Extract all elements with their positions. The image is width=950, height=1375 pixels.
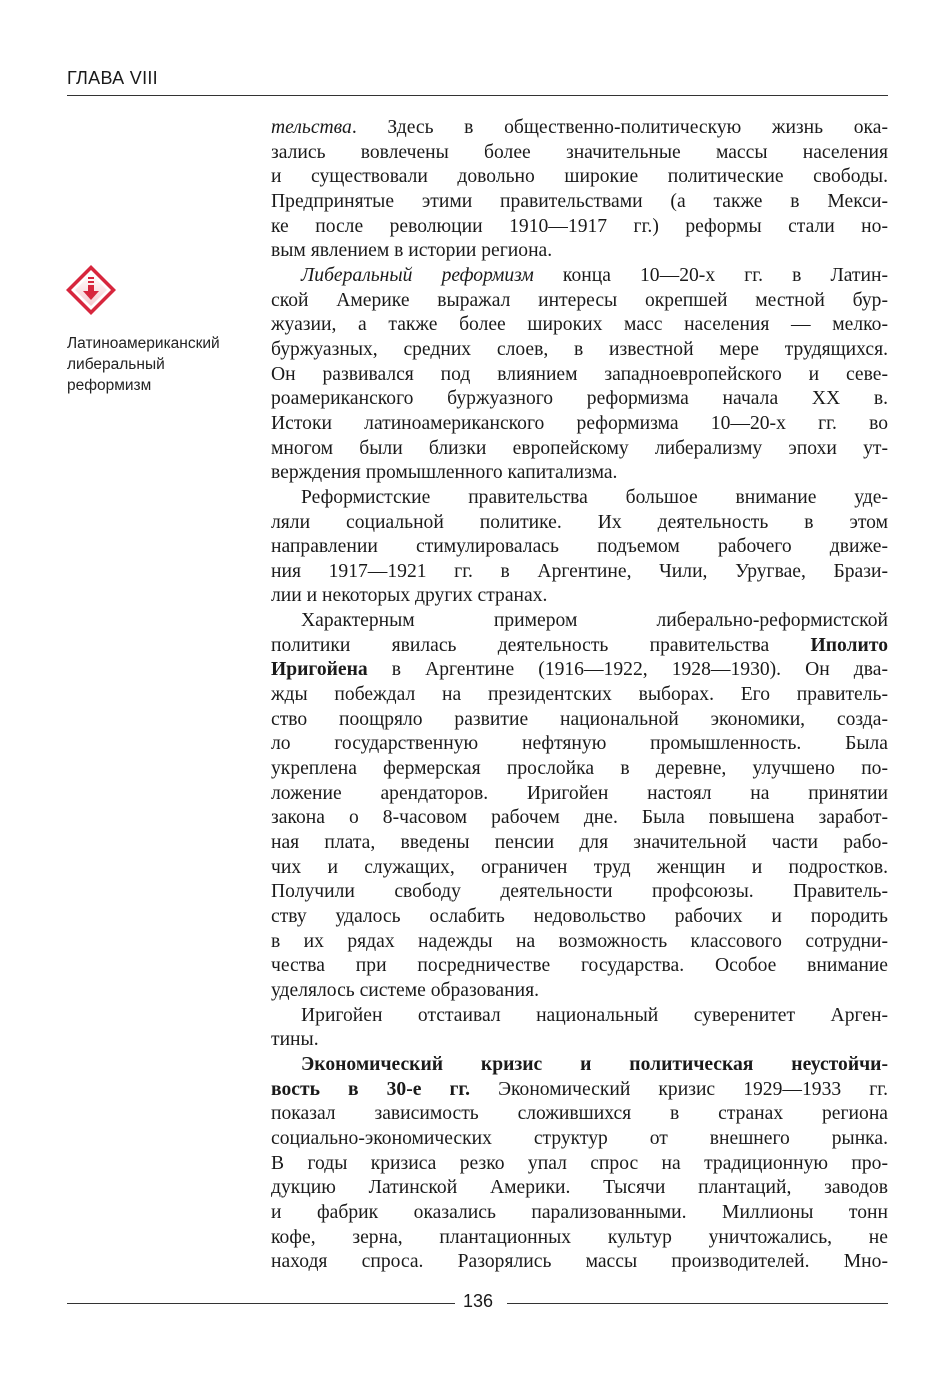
page-number: 136 bbox=[463, 1291, 494, 1311]
text-segment: ния 1917—1921 гг. в Аргентине, Чили, Уругвае, Брази- bbox=[271, 560, 888, 582]
text-segment: кофе, зерна, плантационных культур уничтожались, не bbox=[271, 1226, 888, 1248]
text-segment: конца 10—20-х гг. в Латин- bbox=[533, 264, 888, 286]
text-line bbox=[271, 239, 888, 264]
text-line bbox=[271, 313, 888, 338]
margin-note-line: реформизм bbox=[67, 377, 152, 394]
text-segment: находя спроса. Разорялись массы производителей. Мно- bbox=[271, 1251, 888, 1273]
text-line bbox=[271, 683, 888, 708]
text-line bbox=[271, 782, 888, 807]
text-segment: политики явилась деятельность правительства bbox=[271, 634, 811, 656]
text-line bbox=[271, 806, 888, 831]
text-segment: Он развивался под влиянием западноевропейского и севе- bbox=[271, 363, 888, 385]
text-line bbox=[271, 584, 888, 609]
text-line bbox=[271, 141, 888, 166]
text-line bbox=[271, 831, 888, 856]
text-line bbox=[271, 560, 888, 585]
text-line bbox=[271, 708, 888, 733]
text-line bbox=[271, 289, 888, 314]
text-segment: чих и служащих, ограничен труд женщин и подростков. bbox=[271, 856, 888, 878]
text-segment: ство поощряло развитие национальной экономики, созда- bbox=[271, 708, 888, 730]
text-segment: многом были близки европейскому либерализму эпохи ут- bbox=[271, 437, 888, 459]
margin-note-line: Латиноамериканский bbox=[67, 335, 220, 352]
text-line bbox=[271, 1053, 888, 1078]
text-line bbox=[271, 338, 888, 363]
text-line bbox=[271, 437, 888, 462]
text-line bbox=[271, 190, 888, 215]
text-line bbox=[271, 757, 888, 782]
text-segment: ложение арендаторов. Иригойен настоял на принятии bbox=[271, 782, 888, 804]
text-line bbox=[271, 979, 888, 1004]
text-line bbox=[271, 634, 888, 659]
italic-term: Либеральный реформизм bbox=[301, 264, 534, 286]
text-segment: В годы кризиса резко упал спрос на традиционную про- bbox=[271, 1152, 888, 1174]
italic-term: тельства bbox=[271, 117, 352, 138]
text-line bbox=[271, 930, 888, 955]
text-line bbox=[271, 387, 888, 412]
text-segment: роамериканского буржуазного реформизма начала XX в. bbox=[271, 388, 888, 410]
text-segment: Предпринятые этими правительствами (а также в Мекси- bbox=[271, 190, 888, 212]
text-segment: социально-экономических структур от внешнего рынка. bbox=[271, 1127, 888, 1149]
text-segment: лии и некоторых других странах. bbox=[271, 585, 548, 607]
text-segment: ная плата, введены пенсии для значительной части рабо- bbox=[271, 832, 888, 854]
text-segment: Реформистские правительства большое внимание уде- bbox=[301, 486, 888, 508]
text-line bbox=[271, 511, 888, 536]
text-line bbox=[271, 856, 888, 881]
text-segment: ляли социальной политике. Их деятельность в этом bbox=[271, 511, 888, 533]
text-line bbox=[271, 1028, 888, 1053]
text-line bbox=[271, 1176, 888, 1201]
text-segment: Иригойен отстаивал национальный суверенитет Арген- bbox=[301, 1004, 888, 1026]
text-segment: укреплена фермерская прослойка в деревне, улучшено по- bbox=[271, 758, 888, 780]
text-line bbox=[271, 461, 888, 486]
text-line bbox=[271, 905, 888, 930]
text-line bbox=[271, 1250, 888, 1275]
footer-rule-left bbox=[67, 1303, 455, 1304]
text-segment: в Аргентине (1916—1922, 1928—1930). Он два- bbox=[367, 659, 888, 681]
bold-text: вость в 30-е гг. bbox=[271, 1078, 470, 1100]
text-segment: ской Америке выражал интересы окрепшей местной бур- bbox=[271, 289, 888, 311]
text-segment: в их рядах надежды на возможность классового сотрудни- bbox=[271, 930, 888, 952]
footer-rule-right bbox=[507, 1303, 888, 1304]
text-line bbox=[271, 1201, 888, 1226]
text-line bbox=[271, 609, 888, 634]
main-text bbox=[271, 116, 888, 1275]
text-segment: Экономический кризис 1929—1933 гг. bbox=[470, 1078, 888, 1100]
header-divider bbox=[67, 95, 888, 96]
text-segment: буржуазных, средних слоев, в известной мере трудящихся. bbox=[271, 338, 888, 360]
text-segment: зались вовлечены более значительные массы населения bbox=[271, 141, 888, 163]
text-line bbox=[271, 363, 888, 388]
diamond-down-arrow-icon bbox=[64, 263, 118, 317]
text-segment: показал зависимость сложившихся в странах региона bbox=[271, 1103, 888, 1125]
text-line bbox=[271, 658, 888, 683]
text-segment: Получили свободу деятельности профсоюзы. Правитель- bbox=[271, 881, 888, 903]
bold-text: Экономический кризис и политическая неустойчи- bbox=[301, 1053, 888, 1075]
text-line bbox=[271, 116, 888, 141]
text-segment: Истоки латиноамериканского реформизма 10—20-х гг. во bbox=[271, 412, 888, 434]
text-segment: дукцию Латинской Америки. Тысячи плантаций, заводов bbox=[271, 1177, 888, 1199]
chapter-header: ГЛАВА VIII bbox=[67, 68, 158, 88]
text-segment: . Здесь в общественно-политическую жизнь ока- bbox=[351, 117, 888, 138]
text-segment: ло государственную нефтяную промышленность. Была bbox=[271, 733, 888, 755]
text-line bbox=[271, 880, 888, 905]
text-line bbox=[271, 412, 888, 437]
text-line bbox=[271, 1102, 888, 1127]
text-segment: ству удалось ослабить недовольство рабочих и породить bbox=[271, 906, 888, 927]
text-segment: тины. bbox=[271, 1029, 319, 1051]
text-line bbox=[271, 954, 888, 979]
text-segment: ке после революции 1910—1917 гг.) реформы стали но- bbox=[271, 215, 888, 237]
text-segment: вым явлением в истории региона. bbox=[271, 240, 553, 262]
bold-text: Иригойена bbox=[271, 659, 368, 681]
text-segment: направлении стимулировалась подъемом рабочего движе- bbox=[271, 536, 888, 558]
bold-text: Иполито bbox=[810, 634, 888, 656]
text-segment: уделялось системе образования. bbox=[271, 979, 539, 1001]
text-segment: жды побеждал на президентских выборах. Его правитель- bbox=[271, 684, 888, 706]
text-segment: и фабрик оказались парализованными. Миллионы тонн bbox=[271, 1201, 888, 1223]
text-segment: жуазии, а также более широких масс населения — мелко- bbox=[271, 314, 888, 336]
text-line bbox=[271, 1078, 888, 1103]
text-line bbox=[271, 264, 888, 289]
text-line bbox=[271, 535, 888, 560]
text-segment: верждения промышленного капитализма. bbox=[271, 462, 618, 484]
margin-note-line: либеральный bbox=[67, 356, 165, 373]
text-line bbox=[271, 1004, 888, 1029]
text-line bbox=[271, 165, 888, 190]
text-line bbox=[271, 1127, 888, 1152]
text-segment: и существовали довольно широкие политические свободы. bbox=[271, 166, 888, 188]
text-segment: закона о 8-часовом рабочем дне. Была повышена заработ- bbox=[271, 807, 888, 829]
text-line bbox=[271, 1226, 888, 1251]
text-segment: Характерным примером либерально-реформистской bbox=[301, 610, 888, 632]
text-line bbox=[271, 732, 888, 757]
text-line bbox=[271, 215, 888, 240]
text-line bbox=[271, 486, 888, 511]
text-line bbox=[271, 1152, 888, 1177]
text-segment: чества при посредничестве государства. Особое внимание bbox=[271, 955, 888, 977]
margin-note bbox=[67, 333, 220, 396]
